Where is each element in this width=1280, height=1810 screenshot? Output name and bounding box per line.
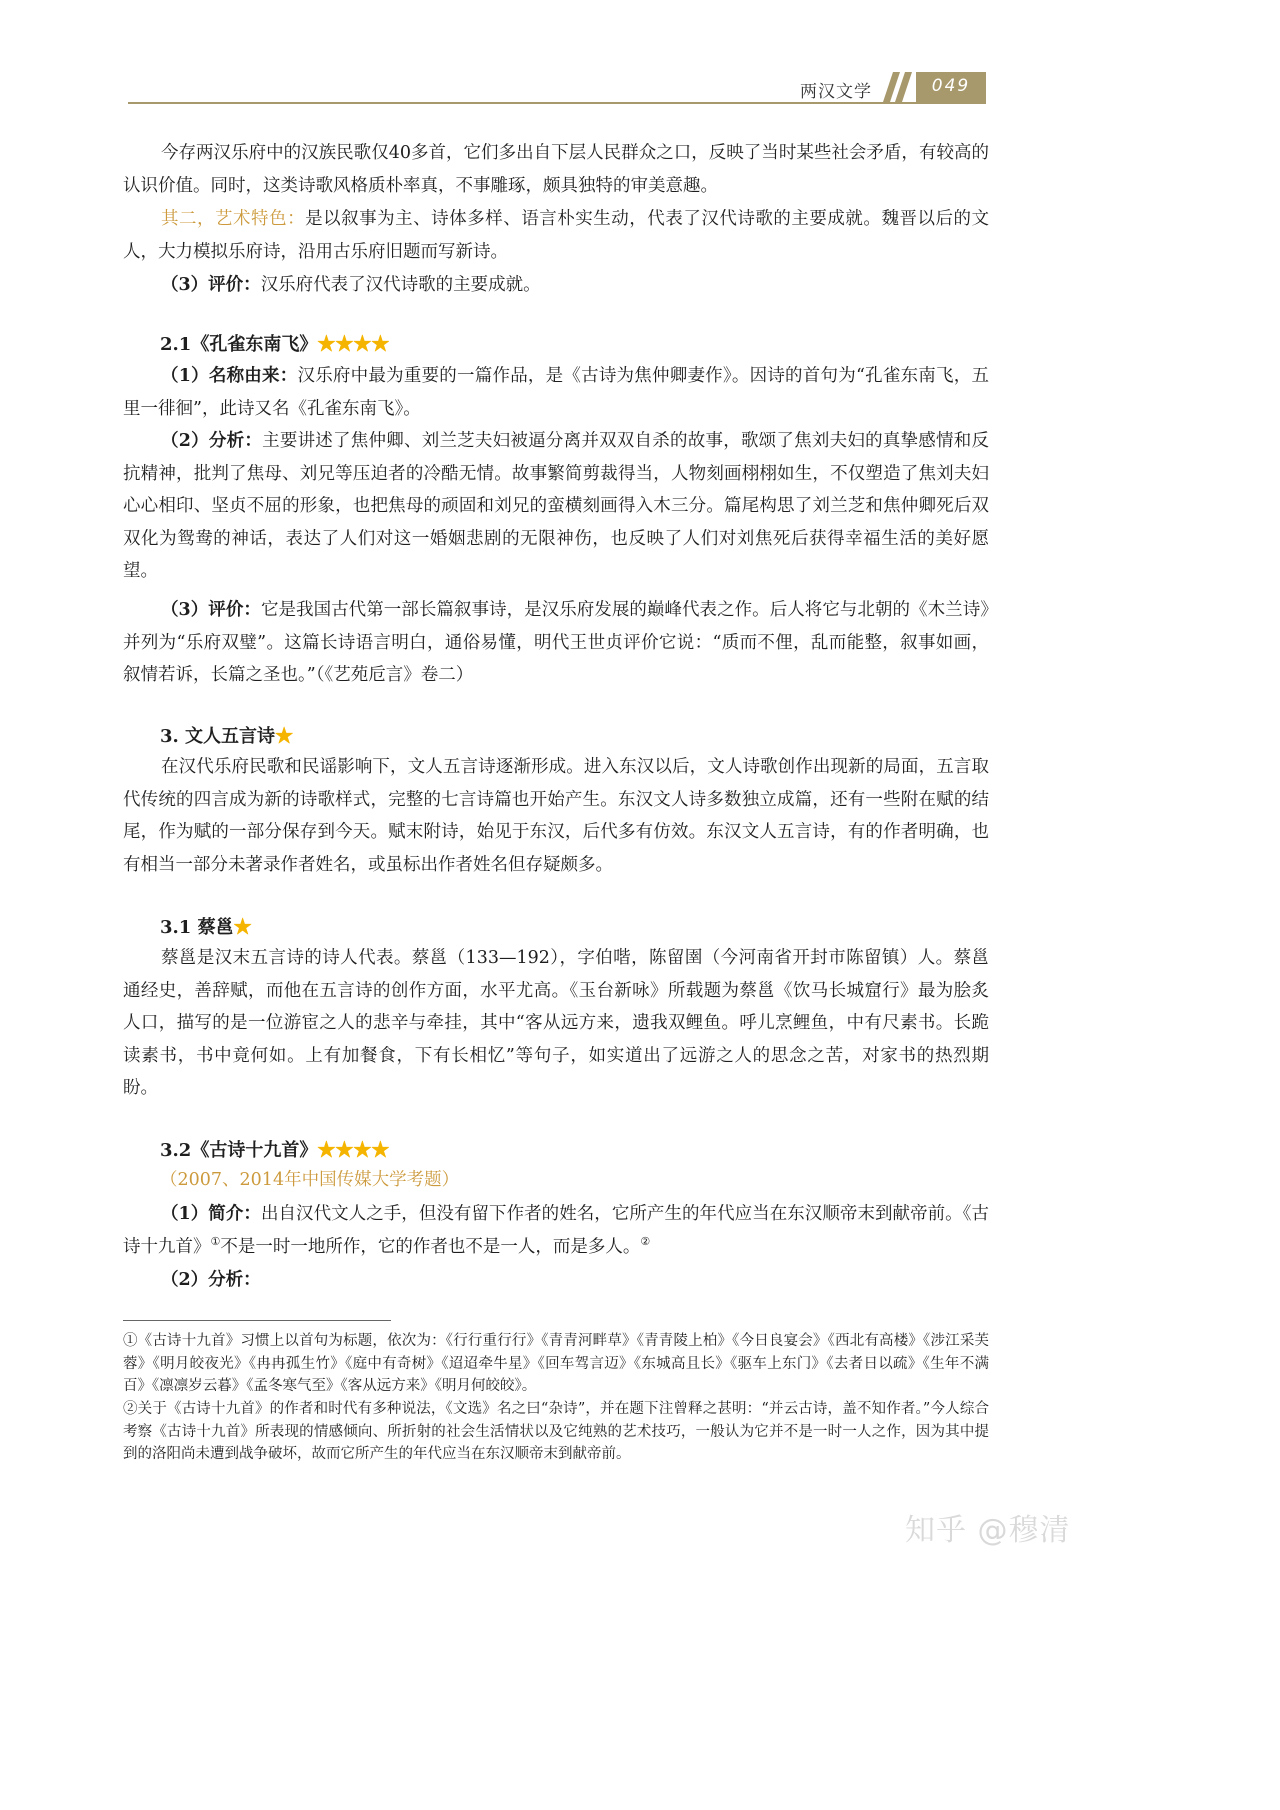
section-2-1-title: 2.1《孔雀东南飞》	[160, 334, 318, 355]
origin-text: 汉乐府中最为重要的一篇作品，是《古诗为焦仲卿妻作》。因诗的首句为“孔雀东南飞，五里一徘徊”，此诗又名《孔雀东南飞》。	[123, 366, 989, 419]
footnote-1: ①《古诗十九首》习惯上以首句为标题，依次为：《行行重行行》《青青河畔草》《青青陵上柏》《今日良宴会》《西北有高楼》《涉江采芙蓉》《明月皎夜光》《冉冉孤生竹》《庭中有奇树》《迢迢牵牛星》《回车驾言迈》《东城高且长》《驱车上东门》《去者日以疏》《生年不满百》《凛凛岁云暮》《孟冬寒气至》《客从远方来》《明月何皎皎》。	[123, 1333, 989, 1394]
intro-text-b: 不是一时一地所作，它的作者也不是一人，而是多人。	[220, 1236, 641, 1257]
analysis-label: （2）分析：	[161, 1270, 261, 1290]
header-stripes-decoration	[883, 72, 917, 102]
section-3-1-heading	[160, 913, 252, 939]
section-3-title: 3. 文人五言诗	[160, 726, 276, 747]
footnote-ref-1[interactable]: ①	[210, 1234, 221, 1248]
star-rating-icon: ★★★★	[317, 1140, 390, 1161]
section-2-1-analysis	[123, 425, 989, 588]
section-3-text: 在汉代乐府民歌和民谣影响下，文人五言诗逐渐形成。进入东汉以后，文人诗歌创作出现新的局面，五言取代传统的四言成为新的诗歌样式，完整的七言诗篇也开始产生。东汉文人诗多数独立成篇，还有一些附在赋的结尾，作为赋的一部分保存到今天。赋末附诗，始见于东汉，后代多有仿效。东汉文人五言诗，有的作者明确，也有相当一部分未著录作者姓名，或虽标出作者姓名但存疑颇多。	[123, 757, 989, 875]
paragraph-intro: 今存两汉乐府中的汉族民歌仅40多首，它们多出自下层人民群众之口，反映了当时某些社会矛盾，有较高的认识价值。同时，这类诗歌风格质朴率真，不事雕琢，颇具独特的审美意趣。	[123, 143, 989, 196]
section-3-2-intro	[123, 1198, 989, 1263]
star-rating-icon: ★	[233, 917, 252, 938]
intro-text-a: 出自汉代文人之手，但没有留下作者的姓名，它所产生的年代应当在东汉顺帝末到献帝前。《古诗十九首》	[123, 1204, 989, 1257]
evaluation-label: （3）评价：	[161, 600, 261, 620]
section-2-1-heading	[160, 330, 389, 356]
star-rating-icon: ★★★★	[317, 334, 390, 355]
art-features-text: 是以叙事为主、诗体多样、语言朴实生动，代表了汉代诗歌的主要成就。魏晋以后的文人，大力模拟乐府诗，沿用古乐府旧题而写新诗。	[123, 209, 990, 262]
section-3-heading	[160, 722, 293, 748]
analysis-text: 主要讲述了焦仲卿、刘兰芝夫妇被逼分离并双双自杀的故事，歌颂了焦刘夫妇的真挚感情和反抗精神，批判了焦母、刘兄等压迫者的冷酷无情。故事繁简剪裁得当，人物刻画栩栩如生，不仅塑造了焦刘夫妇心心相印、坚贞不屈的形象，也把焦母的顽固和刘兄的蛮横刻画得入木三分。篇尾构思了刘兰芝和焦仲卿死后双双化为鸳鸯的神话，表达了人们对这一婚姻悲剧的无限神伤，也反映了人们对刘焦死后获得幸福生活的美好愿望。	[123, 431, 989, 582]
page-number: 049	[931, 76, 971, 96]
intro-label: （1）简介：	[161, 1204, 261, 1224]
section-2-1-origin	[123, 360, 989, 425]
evaluation-label: （3）评价：	[161, 275, 261, 295]
footnote-2: ②关于《古诗十九首》的作者和时代有多种说法，《文选》名之曰“杂诗”，并在题下注曾释之甚明：“并云古诗，盖不知作者。”今人综合考察《古诗十九首》所表现的情感倾向、所折射的社会生活情状以及它纯熟的艺术技巧，一般认为它并不是一时一人之作，因为其中提到的洛阳尚未遭到战争破坏，故而它所产生的年代应当在东汉顺帝末到献帝前。	[123, 1401, 989, 1462]
exam-note: （2007、2014年中国传媒大学考题）	[160, 1170, 460, 1190]
footnote-ref-2[interactable]: ②	[640, 1234, 651, 1248]
origin-label: （1）名称由来：	[161, 366, 298, 386]
header-rule	[128, 102, 986, 104]
footnote-divider	[123, 1320, 391, 1321]
section-3-2-title: 3.2《古诗十九首》	[160, 1140, 318, 1161]
section-3-1-title: 3.1 蔡邕	[160, 917, 234, 938]
art-features-label: 其二，艺术特色：	[161, 209, 306, 229]
section-3-2-heading	[160, 1136, 389, 1162]
section-3-2-analysis	[123, 1264, 989, 1297]
paragraph-evaluation	[123, 269, 989, 302]
watermark: 知乎 @穆清	[905, 1513, 1071, 1548]
analysis-label: （2）分析：	[161, 431, 263, 451]
section-2-1-evaluation	[123, 594, 989, 692]
star-rating-icon: ★	[275, 726, 294, 747]
chapter-title: 两汉文学	[800, 82, 872, 102]
section-3-1-text: 蔡邕是汉末五言诗的诗人代表。蔡邕（133—192），字伯喈，陈留圉（今河南省开封市陈留镇）人。蔡邕通经史，善辞赋，而他在五言诗的创作方面，水平尤高。《玉台新咏》所载题为蔡邕《饮马长城窟行》最为脍炙人口，描写的是一位游宦之人的悲辛与牵挂，其中“客从远方来，遗我双鲤鱼。呼儿烹鲤鱼，中有尺素书。长跪读素书，书中竟何如。上有加餐食，下有长相忆”等句子，如实道出了远游之人的思念之苦，对家书的热烈期盼。	[123, 948, 989, 1099]
page-number-box	[916, 72, 986, 102]
evaluation-text: 它是我国古代第一部长篇叙事诗，是汉乐府发展的巅峰代表之作。后人将它与北朝的《木兰诗》并列为“乐府双璧”。这篇长诗语言明白，通俗易懂，明代王世贞评价它说：“质而不俚，乱而能整，叙事如画，叙情若诉，长篇之圣也。”（《艺苑卮言》卷二）	[123, 600, 989, 686]
paragraph-art-features	[123, 203, 989, 268]
evaluation-text: 汉乐府代表了汉代诗歌的主要成就。	[260, 275, 541, 295]
